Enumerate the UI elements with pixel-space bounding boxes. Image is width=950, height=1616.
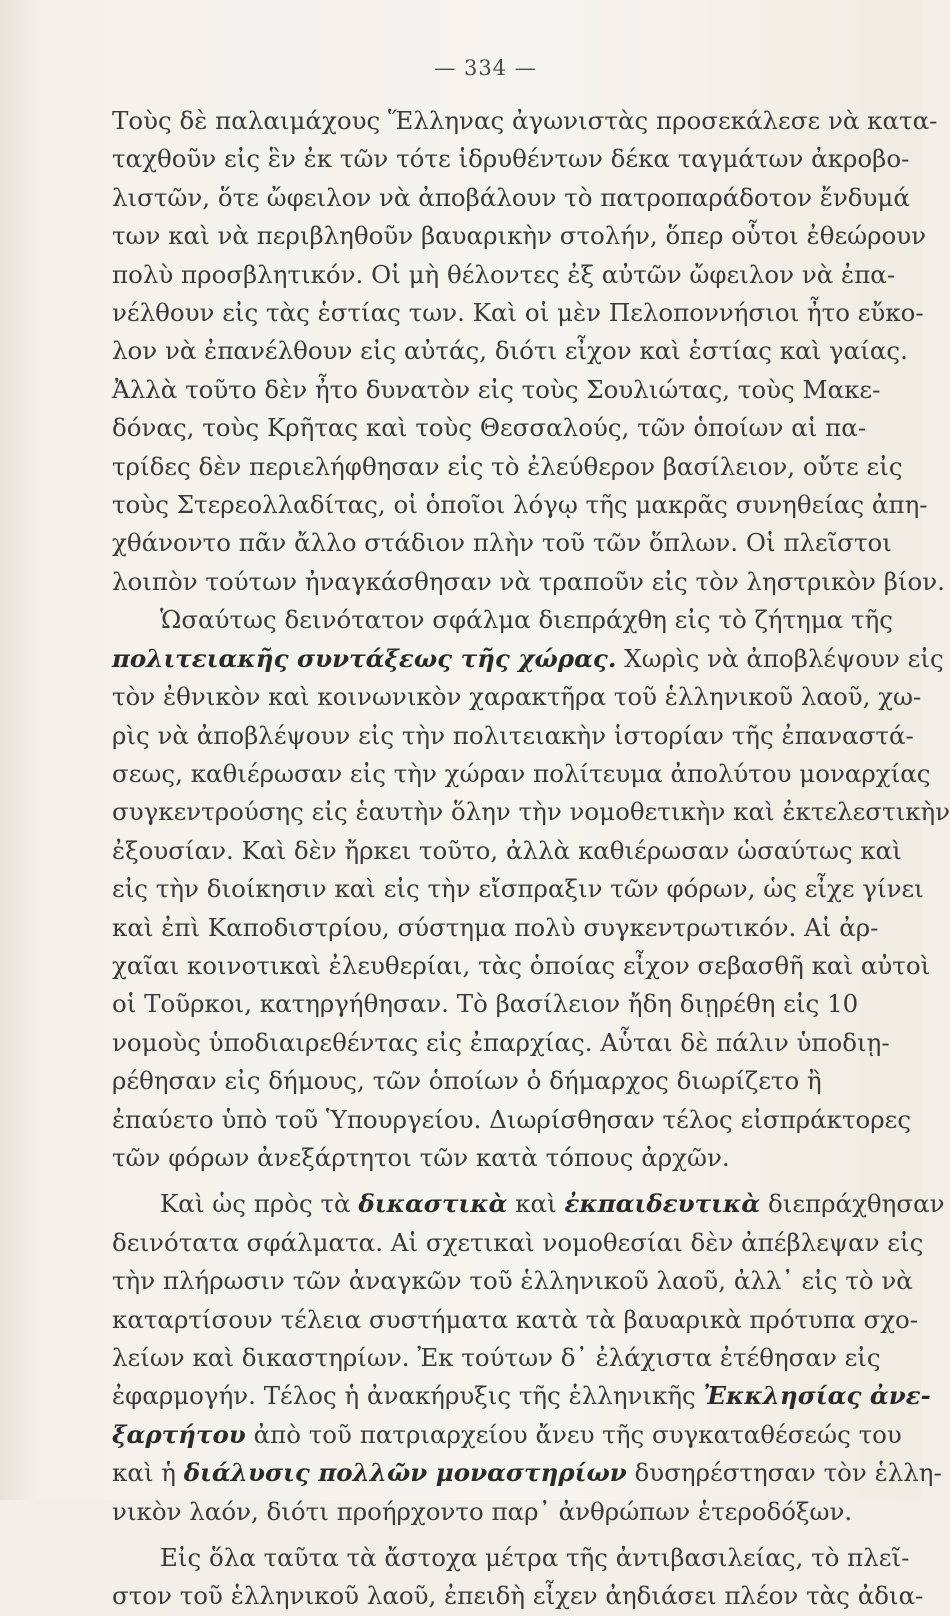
page-number: — 334 — (434, 56, 537, 80)
text-line (112, 1101, 912, 1139)
text-line (112, 870, 924, 908)
text-run: ἐξουσίαν. Καὶ δὲν ἤρκει τοῦτο, ἀλλὰ καθιέρωσαν ὡσαύτως καὶ (112, 835, 902, 865)
text-run: νικὸν λαόν, διότι προήρχοντο παρ᾿ ἀνθρώπων ἑτεροδόξων. (112, 1496, 853, 1526)
text-line (112, 102, 938, 140)
text-line (112, 1493, 859, 1531)
text-run: ἐφαρμογήν. Τέλος ἡ ἀνακήρυξις τῆς ἑλληνικῆς (112, 1381, 704, 1411)
text-line (112, 755, 931, 793)
text-line (112, 1539, 910, 1577)
text-line (112, 717, 914, 755)
text-run: λιστῶν, ὅτε ὤφειλον νὰ ἀποβάλουν τὸ πατροπαράδοτον ἔνδυμά (112, 182, 910, 212)
emphasized-text: Ἐκκλησίας ἀνε- (703, 1381, 931, 1411)
text-line (112, 1024, 890, 1062)
text-line (112, 1577, 924, 1615)
paragraph (112, 1539, 924, 1616)
text-run: Εἰς ὅλα ταῦτα τὰ ἄστοχα μέτρα τῆς ἀντιβασιλείας, τὸ πλεῖ- (160, 1543, 910, 1573)
text-line (112, 793, 950, 831)
text-line (112, 1139, 859, 1177)
text-run: τῶν φόρων ἀνεξάρτητοι τῶν κατὰ τόπους ἀρχῶν. (112, 1142, 730, 1172)
text-run: στον τοῦ ἑλληνικοῦ λαοῦ, ἐπειδὴ εἶχεν ἀηδιάσει πλέον τὰς ἀδια- (112, 1581, 924, 1611)
text-run: καταρτίσουν τέλεια συστήματα κατὰ τὰ βαυαρικὰ πρότυπα σχο- (112, 1304, 919, 1334)
text-run: λοιπὸν τούτων ἠναγκάσθησαν νὰ τραποῦν εἰς τὸν ληστρικὸν βίον. (112, 566, 945, 596)
text-line (112, 1185, 945, 1223)
text-line (112, 332, 908, 370)
text-line (112, 486, 928, 524)
text-run: οἱ Τοῦρκοι, κατηργήθησαν. Τὸ βασίλειον ἤδη διῃρέθη εἰς 10 (112, 989, 859, 1019)
text-run: τοὺς Στερεολλαδίτας, οἱ ὁποῖοι λόγῳ τῆς μακρᾶς συνηθείας ἀπη- (112, 490, 928, 520)
text-run: λον νὰ ἐπανέλθουν εἰς αὐτάς, διότι εἶχον καὶ ἑστίας καὶ γαίας. (112, 336, 908, 366)
text-line (112, 601, 893, 639)
text-run: ταχθοῦν εἰς ἓν ἐκ τῶν τότε ἱδρυθέντων δέκα ταγμάτων ἀκροβο- (112, 144, 910, 174)
text-run: δεινότατα σφάλματα. Αἱ σχετικαὶ νομοθεσίαι δὲν ἀπέβλεψαν εἰς (112, 1227, 924, 1257)
text-line (112, 371, 881, 409)
emphasized-text: πολιτειακῆς συντάξεως τῆς χώρας. (112, 643, 617, 673)
text-run: των καὶ νὰ περιβληθοῦν βαυαρικὴν στολήν, ὅπερ οὗτοι ἐθεώρουν (112, 221, 927, 251)
text-line (112, 563, 945, 601)
text-line (112, 985, 859, 1023)
text-run: Ὡσαύτως δεινότατον σφάλμα διεπράχθη εἰς τὸ ζήτημα τῆς (160, 605, 893, 635)
text-run: χαῖαι κοινοτικαὶ ἐλευθερίαι, τὰς ὁποίας εἶχον σεβασθῆ καὶ αὐτοὶ (112, 950, 931, 980)
text-line (112, 294, 924, 332)
text-line (112, 947, 931, 985)
text-run: εἰς τὴν διοίκησιν καὶ εἰς τὴν εἴσπραξιν τῶν φόρων, ὡς εἶχε γίνει (112, 874, 924, 904)
text-run: χθάνοντο πᾶν ἄλλο στάδιον πλὴν τοῦ τῶν ὅπλων. Οἱ πλεῖστοι (112, 528, 892, 558)
text-line (112, 1454, 942, 1492)
text-run: Χωρὶς νὰ ἀποβλέψουν εἰς (616, 643, 944, 673)
text-line (112, 179, 910, 217)
text-run: πολὺ προσβλητικόν. Οἱ μὴ θέλοντες ἐξ αὐτῶν ὤφειλον νὰ ἐπα- (112, 259, 896, 289)
text-line (112, 256, 896, 294)
text-run: διεπράχθησαν (760, 1189, 945, 1219)
text-line (112, 1377, 931, 1415)
text-body (112, 102, 950, 1616)
text-line (112, 1301, 919, 1339)
text-run: τὸν ἐθνικὸν καὶ κοινωνικὸν χαρακτῆρα τοῦ ἑλληνικοῦ λαοῦ, χω- (112, 682, 922, 712)
text-run: καὶ ἐπὶ Καποδιστρίου, σύστημα πολὺ συγκεντρωτικόν. Αἱ ἀρ- (112, 912, 879, 942)
text-run: ρὶς νὰ ἀποβλέψουν εἰς τὴν πολιτειακὴν ἱστορίαν τῆς ἐπαναστά- (112, 720, 914, 750)
text-run: Καὶ ὡς πρὸς τὰ (160, 1189, 359, 1219)
text-line (112, 1224, 924, 1262)
text-run: καὶ ἡ (112, 1458, 184, 1488)
text-run: δυσηρέστησαν τὸν ἑλλη- (626, 1458, 942, 1488)
emphasized-text: δικαστικὰ (358, 1189, 508, 1219)
text-run: καὶ (507, 1189, 565, 1219)
text-line (112, 217, 927, 255)
text-line (112, 1339, 881, 1377)
text-run: ἀπὸ τοῦ πατριαρχείου ἄνευ τῆς συγκαταθέσεώς του (245, 1419, 902, 1449)
paragraph (112, 1185, 945, 1531)
text-run: λείων καὶ δικαστηρίων. Ἐκ τούτων δ᾿ ἐλάχιστα ἐτέθησαν εἰς (112, 1343, 881, 1372)
text-line (112, 448, 903, 486)
emphasized-text: ξαρτήτου (112, 1419, 246, 1449)
text-run: νομοὺς ὑποδιαιρεθέντας εἰς ἐπαρχίας. Αὗται δὲ πάλιν ὑποδιῃ- (112, 1027, 890, 1057)
paragraph (112, 601, 950, 1177)
text-line (112, 1416, 902, 1454)
text-run: ἐπαύετο ὑπὸ τοῦ Ὑπουργείου. Διωρίσθησαν τέλος εἰσπράκτορες (112, 1104, 912, 1134)
text-run: Τοὺς δὲ παλαιμάχους Ἕλληνας ἀγωνιστὰς προσεκάλεσε νὰ κατα- (112, 106, 938, 135)
text-run: σεως, καθιέρωσαν εἰς τὴν χώραν πολίτευμα ἀπολύτου μοναρχίας (112, 758, 931, 788)
text-line (112, 678, 922, 716)
text-line (112, 640, 944, 678)
paragraph-gap (112, 1177, 859, 1185)
text-line (112, 1062, 859, 1100)
text-run: δόνας, τοὺς Κρῆτας καὶ τοὺς Θεσσαλούς, τῶν ὁποίων αἱ πα- (112, 413, 867, 443)
text-run: νέλθουν εἰς τὰς ἑστίας των. Καὶ οἱ μὲν Πελοποννήσιοι ἦτο εὔκο- (112, 298, 924, 328)
text-run: τὴν πλήρωσιν τῶν ἀναγκῶν τοῦ ἑλληνικοῦ λαοῦ, ἀλλ᾿ εἰς τὸ νὰ (112, 1266, 913, 1296)
paragraph (112, 102, 945, 601)
text-line (112, 1262, 913, 1300)
text-line (112, 909, 879, 947)
text-line (112, 140, 910, 178)
emphasized-text: διάλυσις πολλῶν μοναστηρίων (183, 1458, 627, 1488)
text-run: συγκεντρούσης εἰς ἑαυτὴν ὅλην τὴν νομοθετικὴν καὶ ἐκτελεστικὴν (112, 797, 950, 827)
text-run: ρέθησαν εἰς δήμους, τῶν ὁποίων ὁ δήμαρχος διωρίζετο ἢ (112, 1066, 822, 1096)
text-run: Ἀλλὰ τοῦτο δὲν ἦτο δυνατὸν εἰς τοὺς Σουλιώτας, τοὺς Μακε- (112, 374, 881, 404)
emphasized-text: ἐκπαιδευτικὰ (564, 1189, 761, 1219)
text-line (112, 409, 867, 447)
text-line (112, 524, 892, 562)
text-line (112, 832, 902, 870)
paragraph-gap (112, 1531, 859, 1539)
text-run: τρίδες δὲν περιελήφθησαν εἰς τὸ ἐλεύθερον βασίλειον, οὔτε εἰς (112, 451, 903, 481)
